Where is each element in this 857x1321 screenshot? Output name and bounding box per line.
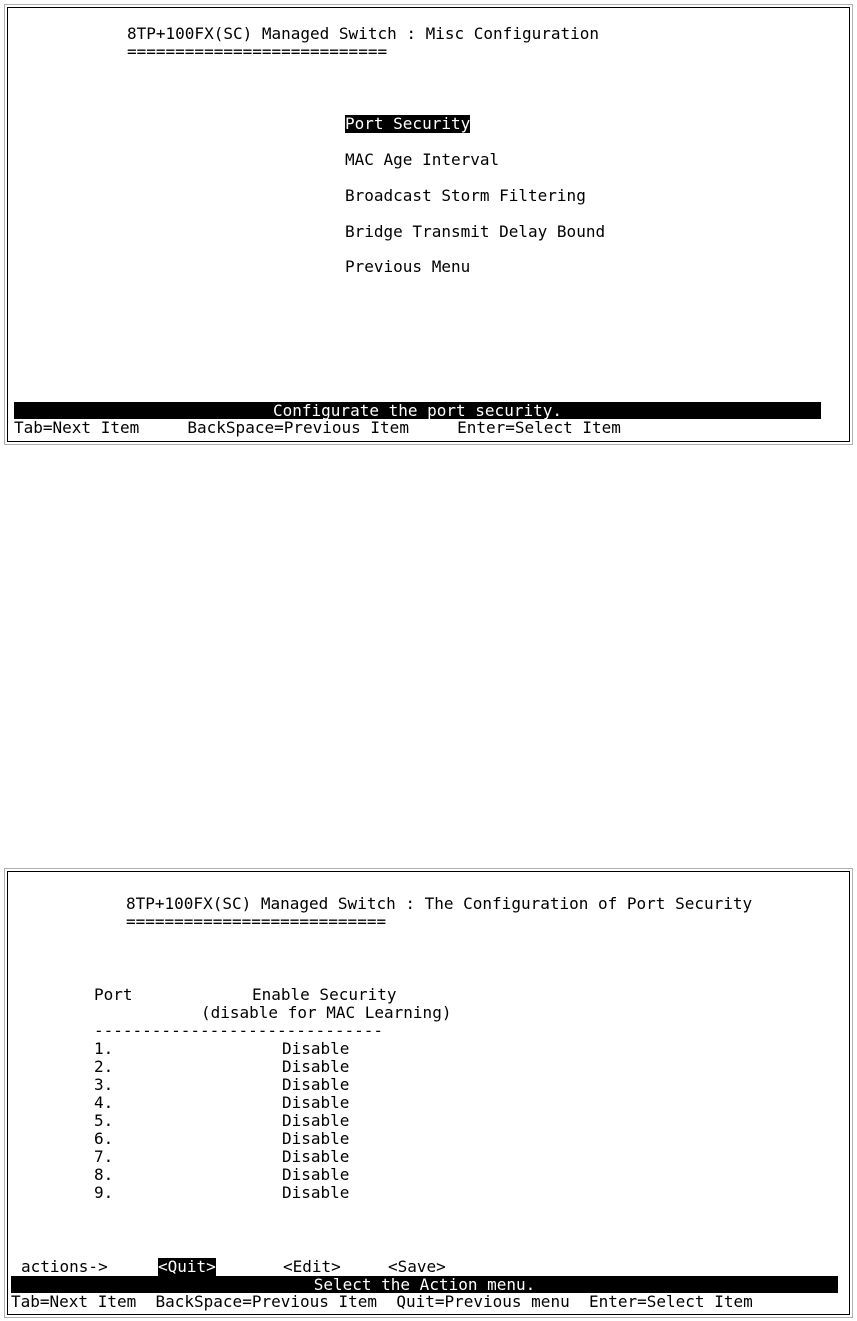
- status-bar: Select the Action menu.: [11, 1276, 838, 1293]
- table-row-value[interactable]: Disable: [282, 1129, 350, 1148]
- menu-item-port-security[interactable]: Port Security: [345, 114, 471, 133]
- table-row-port: 2.: [94, 1057, 114, 1076]
- actions-label: actions->: [21, 1257, 108, 1276]
- table-row-port: 8.: [94, 1165, 114, 1184]
- table-row-value[interactable]: Disable: [282, 1111, 350, 1130]
- table-row-port: 7.: [94, 1147, 114, 1166]
- save-button[interactable]: <Save>: [388, 1257, 446, 1276]
- edit-button[interactable]: <Edit>: [283, 1257, 341, 1276]
- quit-button[interactable]: <Quit>: [158, 1257, 216, 1276]
- column-header-port: Port: [94, 985, 133, 1004]
- table-divider: ------------------------------: [94, 1021, 383, 1040]
- menu-item-previous-menu[interactable]: Previous Menu: [345, 257, 471, 276]
- table-row-port: 6.: [94, 1129, 114, 1148]
- column-header-subtitle: (disable for MAC Learning): [201, 1003, 452, 1022]
- table-row-port: 9.: [94, 1183, 114, 1202]
- table-row-value[interactable]: Disable: [282, 1039, 350, 1058]
- table-row-port: 1.: [94, 1039, 114, 1058]
- table-row-value[interactable]: Disable: [282, 1075, 350, 1094]
- table-row-value[interactable]: Disable: [282, 1165, 350, 1184]
- column-header-enable-security: Enable Security: [252, 985, 397, 1004]
- menu-item-broadcast-storm-filtering[interactable]: Broadcast Storm Filtering: [345, 186, 586, 205]
- help-bar: Tab=Next Item BackSpace=Previous Item Enter=Select Item: [14, 418, 621, 437]
- status-bar: Configurate the port security.: [14, 402, 821, 419]
- page-title: 8TP+100FX(SC) Managed Switch : The Configuration of Port Security: [126, 894, 753, 913]
- title-underline: ===========================: [126, 912, 387, 931]
- menu-item-mac-age-interval[interactable]: MAC Age Interval: [345, 150, 500, 169]
- page-title: 8TP+100FX(SC) Managed Switch : Misc Configuration: [127, 24, 600, 43]
- table-row-port: 4.: [94, 1093, 114, 1112]
- table-row-port: 5.: [94, 1111, 114, 1130]
- table-row-value[interactable]: Disable: [282, 1093, 350, 1112]
- title-underline: ===========================: [127, 42, 388, 61]
- menu-item-bridge-transmit-delay-bound[interactable]: Bridge Transmit Delay Bound: [345, 222, 606, 241]
- table-row-value[interactable]: Disable: [282, 1147, 350, 1166]
- table-row-port: 3.: [94, 1075, 114, 1094]
- help-bar: Tab=Next Item BackSpace=Previous Item Quit=Previous menu Enter=Select Item: [11, 1292, 753, 1311]
- table-row-value[interactable]: Disable: [282, 1057, 350, 1076]
- terminal-frame: [7, 871, 850, 1315]
- terminal-window-port-security: [4, 868, 853, 1318]
- terminal-window-misc-configuration: [4, 4, 853, 445]
- table-row-value[interactable]: Disable: [282, 1183, 350, 1202]
